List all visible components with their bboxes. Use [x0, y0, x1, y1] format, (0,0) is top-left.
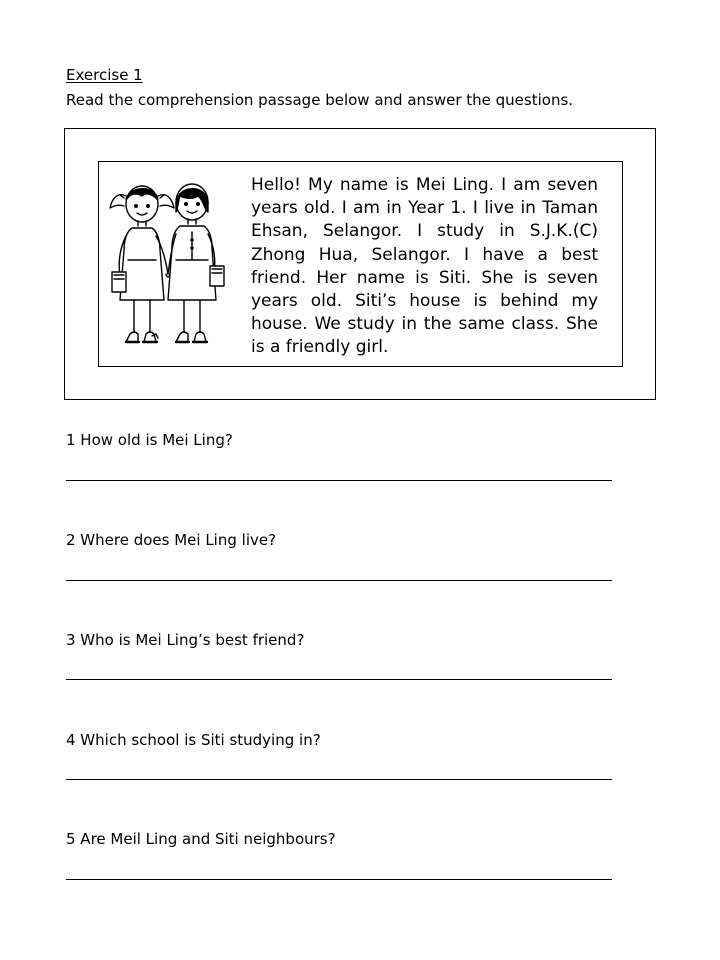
answer-line-2[interactable]: [66, 580, 612, 581]
two-girls-illustration-icon: [106, 176, 228, 354]
question-2: 2 Where does Mei Ling live?: [66, 531, 277, 549]
answer-line-4[interactable]: [66, 779, 612, 780]
answer-line-3[interactable]: [66, 679, 612, 680]
instruction-text: Read the comprehension passage below and answer the questions.: [66, 91, 574, 109]
answer-line-1[interactable]: [66, 480, 612, 481]
right-girl-figure: [168, 184, 224, 342]
question-5: 5 Are Meil Ling and Siti neighbours?: [66, 830, 336, 848]
comprehension-passage: Hello! My name is Mei Ling. I am seven years old. I am in Year 1. I live in Taman Ehsan, Selangor. I study in S.J.K.(C) Zhong Hua, Selangor. I have a best friend. Her name is Siti. She is seven years old. Siti’s house is behind my house. We study in the same class. She is a friendly girl.: [251, 175, 598, 358]
question-4: 4 Which school is Siti studying in?: [66, 731, 321, 749]
left-girl-figure: [110, 186, 174, 342]
question-1: 1 How old is Mei Ling?: [66, 431, 233, 449]
exercise-title: Exercise 1: [66, 66, 143, 84]
question-3: 3 Who is Mei Ling’s best friend?: [66, 631, 305, 649]
answer-line-5[interactable]: [66, 879, 612, 880]
